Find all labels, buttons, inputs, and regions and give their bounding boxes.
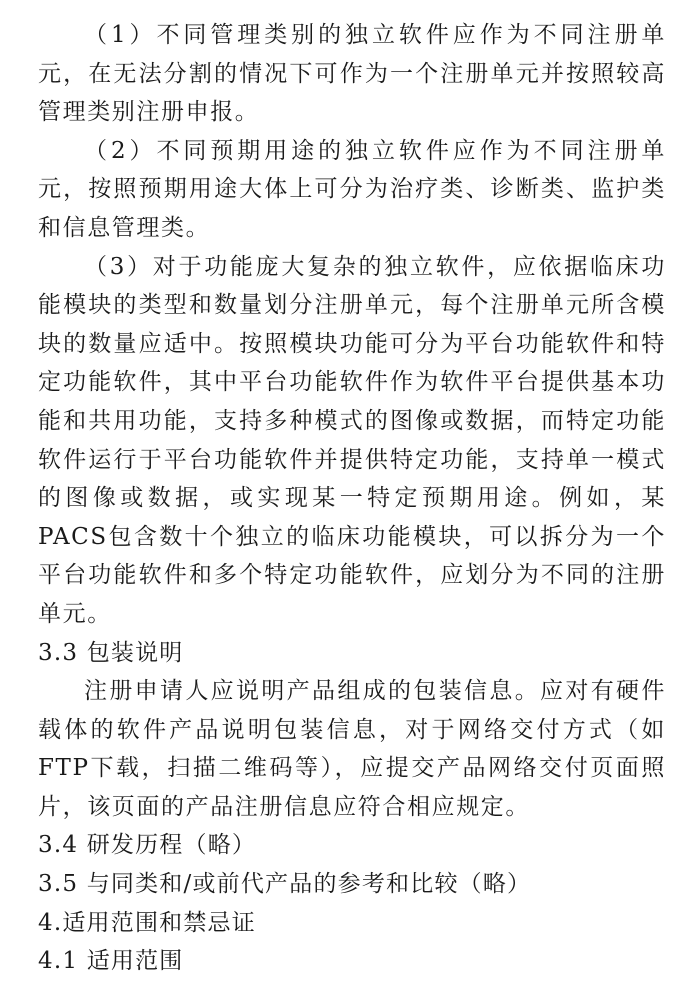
paragraph-registration-unit-intended-use: （2）不同预期用途的独立软件应作为不同注册单元，按照预期用途大体上可分为治疗类、诊断类、监护类和信息管理类。 [38, 137, 666, 241]
paragraph-registration-unit-management-class: （1）不同管理类别的独立软件应作为不同注册单元，在无法分割的情况下可作为一个注册单元并按照较高管理类别注册申报。 [38, 22, 666, 126]
heading-comparison-with-similar-products: 3.5 与同类和/或前代产品的参考和比较（略） [38, 871, 532, 898]
heading-development-history: 3.4 研发历程（略） [38, 832, 257, 859]
paragraph-packaging-description: 注册申请人应说明产品组成的包装信息。应对有硬件载体的软件产品说明包装信息，对于网络交付方式（如FTP下载，扫描二维码等），应提交产品网络交付页面照片，该页面的产品注册信息应符合相应规定。 [38, 678, 666, 820]
heading-packaging-description: 3.3 包装说明 [38, 639, 184, 666]
heading-scope-of-application: 4.1 适用范围 [38, 948, 184, 975]
heading-scope-and-contraindications: 4.适用范围和禁忌证 [38, 909, 256, 936]
paragraph-registration-unit-complex-software: （3）对于功能庞大复杂的独立软件，应依据临床功能模块的类型和数量划分注册单元，每个注册单元所含模块的数量应适中。按照模块功能可分为平台功能软件和特定功能软件，其中平台功能软件作为软件平台提供基本功能和共用功能，支持多种模式的图像或数据，而特定功能软件运行于平台功能软件并提供特定功能，支持单一模式的图像或数据，或实现某一特定预期用途。例如，某PACS包含数十个独立的临床功能模块，可以拆分为一个平台功能软件和多个特定功能软件，应划分为不同的注册单元。 [38, 253, 666, 627]
